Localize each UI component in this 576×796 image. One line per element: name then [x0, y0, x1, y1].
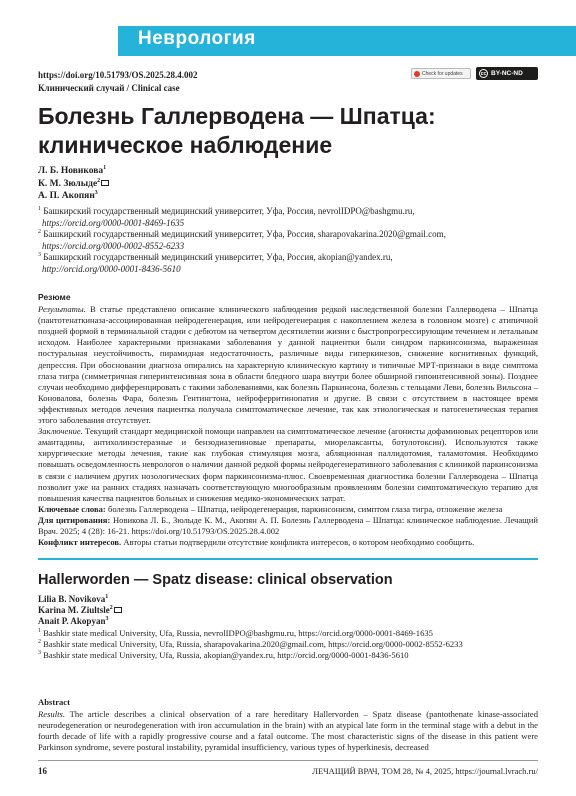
abstract-heading-ru: Резюме — [38, 292, 71, 302]
abstract-results-en: Results. The article describes a clinical observation of a rare hereditary Hallervorden – Spatz disease (pantothenate kinase-associated neurodegeneration or neurodegeneration with iron accumulation in the brain) with an atypical late form in the terminal stage with a debut in the fourth decade of life with a rapidly progressive course and a fatal outcome. The most characteristic signs of the disease in this patient were Parkinson syndrome, severe postural instability, pyramidal insufficiency, various types of hyperkinesis, decreased — [38, 709, 538, 752]
authors-ru — [38, 165, 109, 203]
doi-link[interactable]: https://doi.org/10.51793/OS.2025.28.4.002 — [38, 70, 198, 80]
author-en: Karina M. Ziultsle$^2$ — [38, 605, 122, 616]
affiliation-en: $^2$ Bashkir state medical University, Ufa, Russia, sharapovakarina.2020@gmail.com, https://orcid.org/0000-0002-8552-6233 — [38, 639, 463, 649]
keywords-ru: Ключевые слова: болезнь Галлерводена – Шпатца, нейродегенерация, паркинсонизм, симптом глаза тигра, отложение железа — [38, 503, 503, 514]
author-en: Lilia B. Novikova$^1$ — [38, 594, 109, 604]
cc-icon: cc — [480, 70, 487, 77]
abstract-en — [38, 697, 538, 753]
section-divider — [38, 558, 538, 560]
author-ru: Л. Б. Новикова$^1$ — [38, 164, 107, 176]
envelope-icon[interactable] — [101, 180, 109, 186]
license-badge[interactable] — [476, 67, 538, 80]
orcid-link[interactable]: https://orcid.org/0000-0001-8469-1635 — [42, 217, 185, 228]
orcid-link[interactable]: https://orcid.org/0000-0002-8552-6233 — [42, 240, 185, 251]
journal-footer: ЛЕЧАЩИЙ ВРАЧ, ТОМ 28, № 4, 2025, https://journal.lvrach.ru/ — [312, 766, 538, 776]
license-label: BY-NC-ND — [491, 70, 523, 77]
author-ru: К. М. Зюлыде$^2$ — [38, 178, 109, 191]
crossmark-icon — [414, 71, 420, 77]
abstract-ru — [38, 292, 538, 548]
page-number: 16 — [38, 766, 47, 776]
article-type: Клинический случай / Clinical case — [38, 83, 180, 93]
author-ru: А. П. Акопян$^3$ — [38, 189, 98, 201]
check-for-updates-label: Check for updates — [422, 70, 463, 77]
abstract-heading-en: Abstract — [38, 697, 70, 707]
author-en: Anait P. Akopyan$^3$ — [38, 616, 109, 626]
article-title-en: Hallerworden — Spatz disease: clinical observation — [38, 572, 393, 588]
affiliation-en: $^1$ Bashkir state medical University, Ufa, Russia, nevrolIDPO@bashgmu.ru, https://orcid.org/0000-0001-8469-1635 — [38, 628, 433, 638]
abstract-conclusion-ru: Заключение. Текущий стандарт медицинской помощи направлен на симптоматическое лечение (агонисты дофаминовых рецепторов или амантадины, антихолинэстеразные и бензодиазепиновые препараты, миорелаксанты, ботулотоксин). Используются также хирургические методы лечения, такие как глубокая стимуляция мозга, абляционная паллидотомия, таламотомия. Необходимо повышать осведомленность неврологов о наличии данной редкой формы нейродегенеративного заболевания с клиникой паркинсонизма в связи с наличием других нозологических форм паркинсонизма-плюс. Своевременная диагностика болезни Галлерводена – Шпатца позволит уже на ранних стадиях назначать соответствующую многообразным проявлениям болезни симптоматическую терапию для повышения качества пациентов больных и снижения медико-экономических затрат. — [38, 426, 538, 503]
affiliations-ru — [38, 206, 538, 276]
affiliation-ru: $^3$ Башкирский государственный медицинский университет, Уфа, Россия, akopian@yandex.ru, http://orcid.org/0000-0001-8436-5610 — [38, 252, 538, 275]
abstract-results-ru: Результаты. В статье представлено описание клинического наблюдения редкой наследственной болезни Галлерводена – Шпатца (пантотенаткиназа-ассоциированная нейродегенерация, или нейродегенерация с накоплением железа в головном мозге) с атипичной поздней формой в терминальной стадии с дебютом на четвертом десятилетии жизни с быстропрогрессирующим течением и летальным исходом. Наиболее характерными признаками заболевания у данной пациентки были синдром паркинсонизма, выраженная постуральная неустойчивость, пирамидная недостаточность, различные виды гиперкинезов, снижение когнитивных функций, депрессия. При обосновании диагноза опирались на характерную клиническую картину и типичные МРТ-признаки в виде симптома глаза тигра (симметричная гиперинтенсивная зона в области бледного шара внутри более обширной гипоинтенсивной зоны). Позднее случаи необходимо дифференцировать с такими заболеваниями, как болезнь Паркинсона, болезнь с тельцами Леви, болезнь Вильсона – Коновалова, болезнь Фара, болезнь Гентингтона, нейроферритинопатия и другие. В связи с отсутствием в настоящее время эффективных методов лечения пациентка получала симптоматическое лечение, так как этиологическая и патогенетическая терапия этого заболевания отсутствует. — [38, 304, 538, 426]
section-title: Неврология — [138, 28, 256, 49]
affiliations-en — [38, 628, 538, 661]
authors-en — [38, 594, 122, 627]
envelope-icon[interactable] — [114, 607, 122, 613]
footer-rule — [38, 760, 538, 761]
conflict-of-interest-ru: Конфликт интересов. Авторы статьи подтвердили отсутствие конфликта интересов, о котором необходимо сообщить. — [38, 537, 475, 548]
affiliation-ru: $^2$ Башкирский государственный медицинский университет, Уфа, Россия, sharapovakarina.2020@gmail.com, https://orcid.org/0000-0002-8552-6233 — [38, 229, 538, 252]
article-title-ru: Болезнь Галлерводена — Шпатца: клиническое наблюдение — [38, 103, 436, 158]
affiliation-ru: $^1$ Башкирский государственный медицинский университет, Уфа, Россия, nevrolIDPO@bashgmu.ru, https://orcid.org/0000-0001-8469-1635 — [38, 206, 538, 229]
affiliation-en: $^3$ Bashkir state medical University, Ufa, Russia, akopian@yandex.ru, http://orcid.org/0000-0001-8436-5610 — [38, 650, 409, 660]
orcid-link[interactable]: http://orcid.org/0000-0001-8436-5610 — [42, 263, 181, 274]
check-for-updates-badge[interactable] — [411, 68, 471, 79]
citation-ru: Для цитирования: Новикова Л. Б., Зюлыде К. М., Акопян А. П. Болезнь Галлерводена – Шпатца: клиническое наблюдение. Лечащий Врач. 2025; 4 (28): 16-21. https://doi.org/10.51793/OS.2025.28.4.002 — [38, 514, 539, 536]
